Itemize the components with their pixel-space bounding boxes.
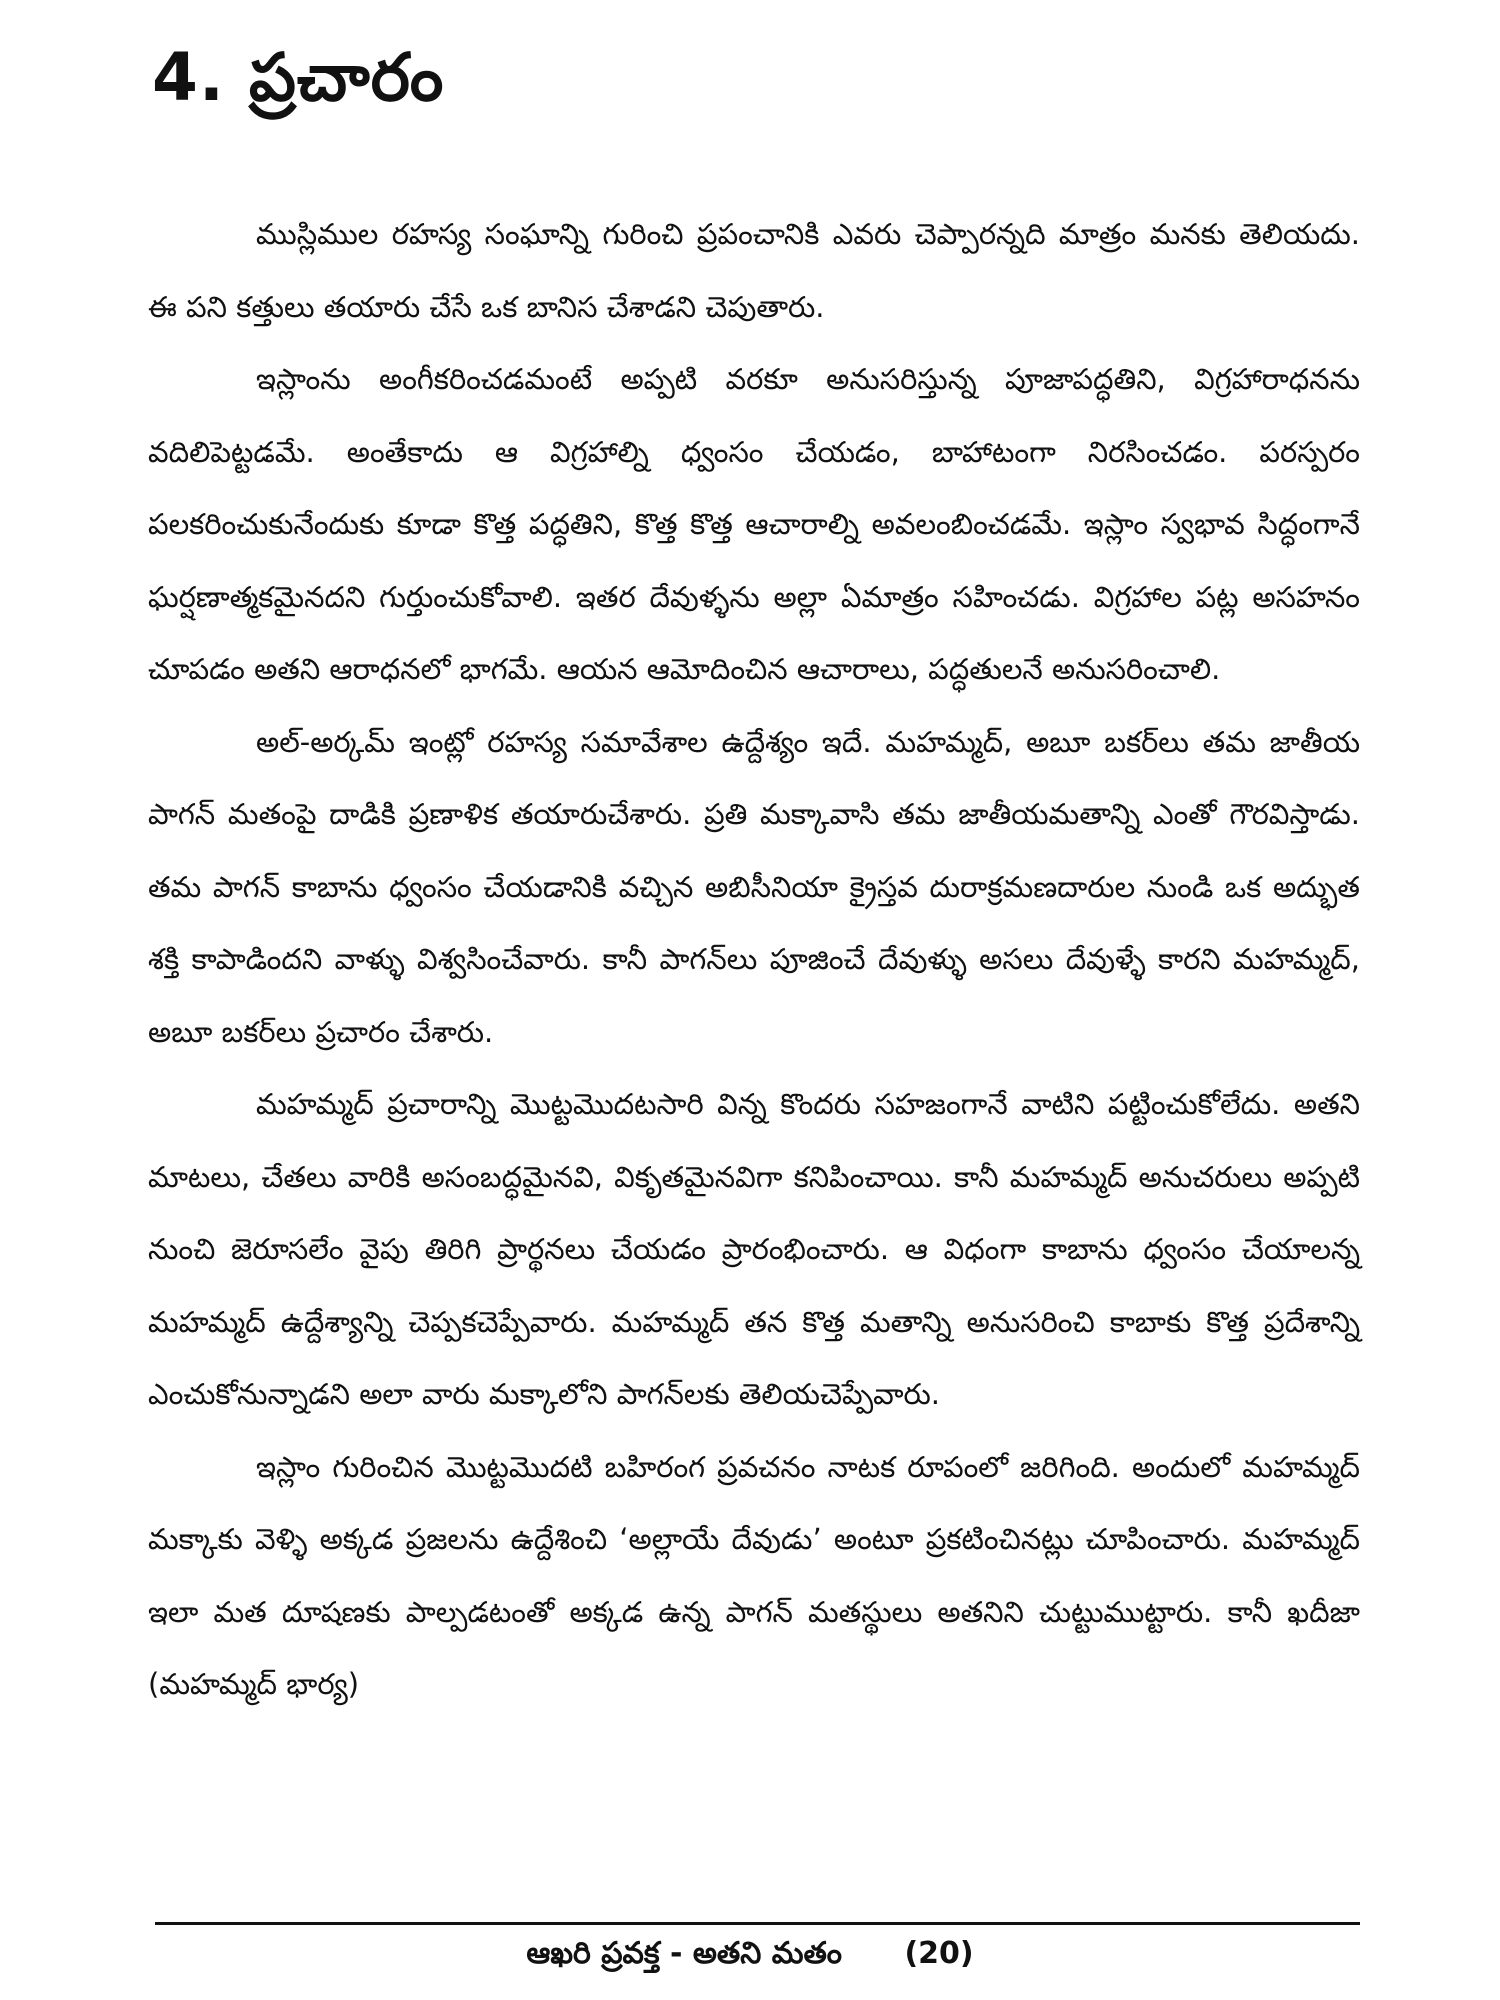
paragraph: ఇస్లాంను అంగీకరించడమంటే అప్పటి వరకూ అనుసరిస్తున్న పూజాపద్ధతిని, విగ్రహారాధనను వదిలిపెట్టడమే. అంతేకాదు ఆ విగ్రహాల్ని ధ్వంసం చేయడం, బాహాటంగా నిరసించడం. పరస్పరం పలకరించుకునేందుకు కూడా కొత్త పద్ధతిని, కొత్త కొత్త ఆచారాల్ని అవలంబించడమే. ఇస్లాం స్వభావ సిద్ధంగానే ఘర్షణాత్మకమైనదని గుర్తుంచుకోవాలి. ఇతర దేవుళ్ళను అల్లా ఏమాత్రం సహించడు. విగ్రహాల పట్ల అసహనం చూపడం అతని ఆరాధనలో భాగమే. ఆయన ఆమోదించిన ఆచారాలు, పద్ధతులనే అనుసరించాలి.	[148, 362, 1360, 686]
footer-book-title: ఆఖరి ప్రవక్త - అతని మతం	[526, 1936, 842, 1971]
page-footer	[0, 1936, 1500, 1972]
paragraph: ముస్లిముల రహస్య సంఘాన్ని గురించి ప్రపంచానికి ఎవరు చెప్పారన్నది మాత్రం మనకు తెలియదు. ఈ పని కత్తులు తయారు చేసే ఒక బానిస చేశాడని చెపుతారు.	[148, 217, 1360, 324]
chapter-title: 4. ప్రచారం	[152, 39, 445, 116]
paragraph: ఇస్లాం గురించిన మొట్టమొదటి బహిరంగ ప్రవచనం నాటక రూపంలో జరిగింది. అందులో మహమ్మద్ మక్కాకు వెళ్ళి అక్కడ ప్రజలను ఉద్దేశించి ‘అల్లాయే దేవుడు’ అంటూ ప్రకటించినట్లు చూపించారు. మహమ్మద్ ఇలా మత దూషణకు పాల్పడటంతో అక్కడ ఉన్న పాగన్ మతస్థులు అతనిని చుట్టుముట్టారు. కానీ ఖదీజా (మహమ్మద్ భార్య)	[148, 1449, 1360, 1701]
page-number: (20)	[904, 1936, 974, 1971]
chapter-body	[148, 198, 1360, 1721]
paragraph: అల్-అర్కమ్ ఇంట్లో రహస్య సమావేశాల ఉద్దేశ్యం ఇదే. మహమ్మద్, అబూ బకర్‌లు తమ జాతీయ పాగన్ మతంపై దాడికి ప్రణాళిక తయారుచేశారు. ప్రతి మక్కావాసి తమ జాతీయమతాన్ని ఎంతో గౌరవిస్తాడు. తమ పాగన్ కాబాను ధ్వంసం చేయడానికి వచ్చిన అబిసీనియా క్రైస్తవ దురాక్రమణదారుల నుండి ఒక అద్భుత శక్తి కాపాడిందని వాళ్ళు విశ్వసించేవారు. కానీ పాగన్‌లు పూజించే దేవుళ్ళు అసలు దేవుళ్ళే కారని మహమ్మద్, అబూ బకర్‌లు ప్రచారం చేశారు.	[148, 724, 1360, 1049]
paragraph: మహమ్మద్ ప్రచారాన్ని మొట్టమొదటసారి విన్న కొందరు సహజంగానే వాటిని పట్టించుకోలేదు. అతని మాటలు, చేతలు వారికి అసంబద్ధమైనవి, వికృతమైనవిగా కనిపించాయి. కానీ మహమ్మద్ అనుచరులు అప్పటి నుంచి జెరూసలేం వైపు తిరిగి ప్రార్థనలు చేయడం ప్రారంభించారు. ఆ విధంగా కాబాను ధ్వంసం చేయాలన్న మహమ్మద్ ఉద్దేశ్యాన్ని చెప్పకచెప్పేవారు. మహమ్మద్ తన కొత్త మతాన్ని అనుసరించి కాబాకు కొత్త ప్రదేశాన్ని ఎంచుకోనున్నాడని అలా వారు మక్కాలోని పాగన్‌లకు తెలియచెప్పేవారు.	[148, 1087, 1360, 1411]
footer-divider	[155, 1922, 1360, 1925]
